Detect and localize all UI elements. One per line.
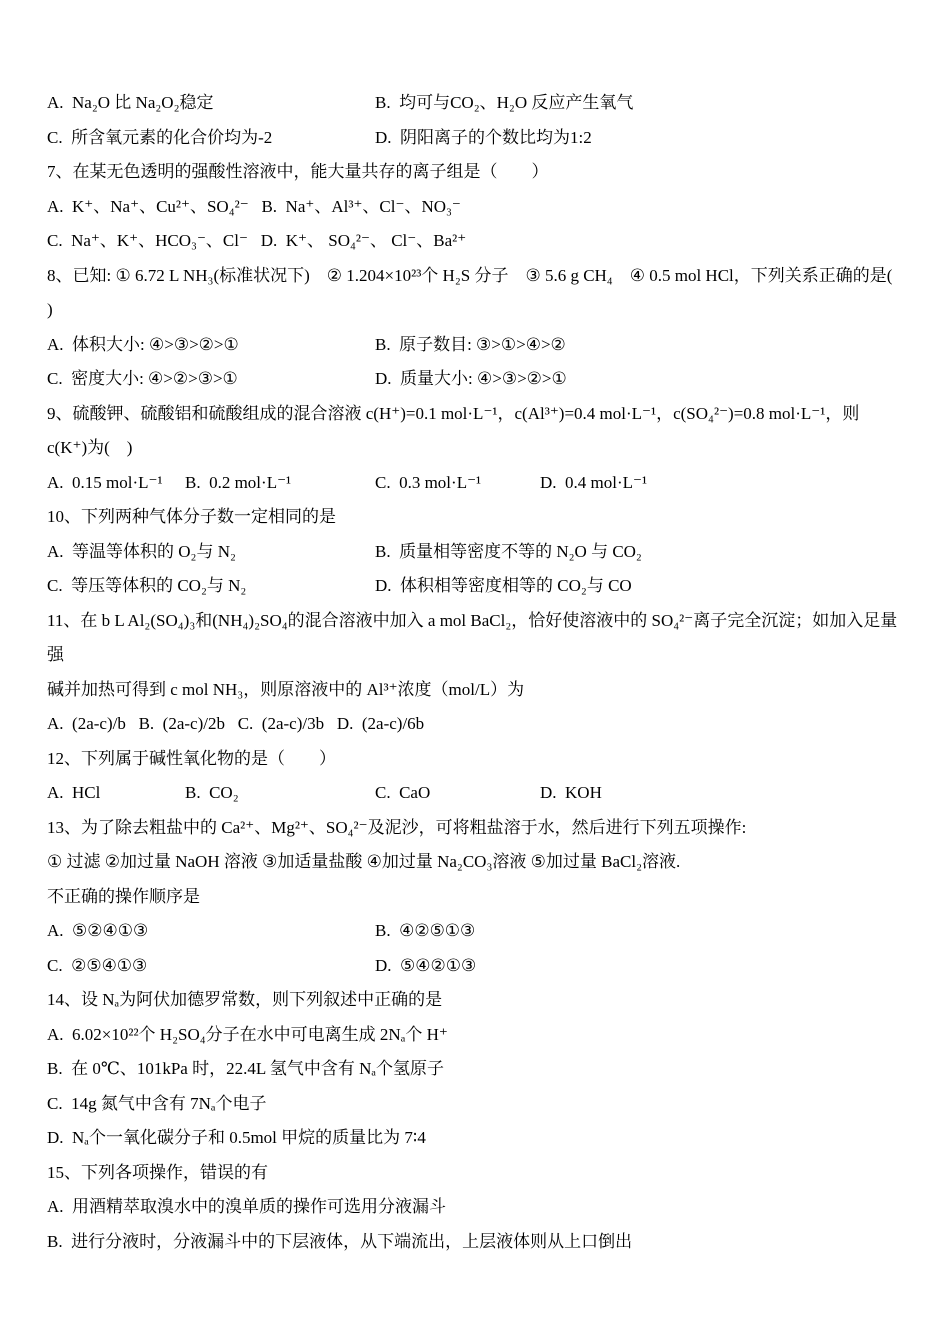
text-row xyxy=(47,1190,903,1225)
option-text: B. 质量相等密度不等的 N₂O 与 CO₂ xyxy=(375,541,642,561)
option-text: D. 质量大小: ④>③>②>① xyxy=(375,369,567,388)
text-row xyxy=(47,845,903,880)
line-text: C. 14g 氮气中含有 7Nₐ个电子 xyxy=(47,1093,267,1113)
line-text: ) xyxy=(47,300,53,319)
line-text: D. Nₐ个一氧化碳分子和 0.5mol 甲烷的质量比为 7∶4 xyxy=(47,1128,426,1147)
text-row xyxy=(47,1225,903,1260)
options-row xyxy=(47,328,903,363)
text-row xyxy=(47,293,903,328)
option-text: C. 密度大小: ④>②>③>① xyxy=(47,369,238,388)
line-text: A. 6.02×10²²个 H₂SO₄分子在水中可电离生成 2Nₐ个 H⁺ xyxy=(47,1024,448,1044)
option-text: C. CaO xyxy=(375,783,431,802)
text-row xyxy=(47,500,903,535)
option-text: D. 体积相等密度相等的 CO₂与 CO xyxy=(375,576,632,595)
options-row xyxy=(47,121,903,156)
line-text: 7、在某无色透明的强酸性溶液中，能大量共存的离子组是（ ） xyxy=(47,162,549,181)
text-row xyxy=(47,1121,903,1156)
option-text: D. KOH xyxy=(540,783,602,802)
line-text: 不正确的操作顺序是 xyxy=(47,886,200,906)
option-text: B. 0.2 mol·L⁻¹ xyxy=(185,472,292,492)
option-text: A. 体积大小: ④>③>②>① xyxy=(47,334,239,354)
option-text: C. ②⑤④①③ xyxy=(47,955,148,975)
option-text: A. Na₂O 比 Na₂O₂稳定 xyxy=(47,93,214,112)
text-row xyxy=(47,397,903,432)
option-text: D. 0.4 mol·L⁻¹ xyxy=(540,472,648,492)
options-row xyxy=(47,949,903,984)
line-text: C. Na⁺、K⁺、HCO₃⁻、Cl⁻ D. K⁺、 SO₄²⁻、 Cl⁻、Ba²⁺ xyxy=(47,231,467,250)
line-text: 10、下列两种气体分子数一定相同的是 xyxy=(47,507,336,526)
options-row xyxy=(47,535,903,570)
option-text: B. ④②⑤①③ xyxy=(375,921,476,940)
text-row xyxy=(47,1052,903,1087)
option-text: B. 均可与CO₂、H₂O 反应产生氧气 xyxy=(375,93,634,112)
option-text: A. ⑤②④①③ xyxy=(47,921,149,940)
question-list xyxy=(47,86,903,1259)
option-text: A. 等温等体积的 O₂与 N₂ xyxy=(47,541,236,561)
text-row xyxy=(47,1087,903,1122)
option-text: A. HCl xyxy=(47,783,101,802)
options-row xyxy=(47,776,903,811)
line-text: A. 用酒精萃取溴水中的溴单质的操作可选用分液漏斗 xyxy=(47,1197,447,1216)
text-row xyxy=(47,880,903,915)
options-row xyxy=(47,86,903,121)
options-row xyxy=(47,362,903,397)
line-text: 8、已知: ① 6.72 L NH₃(标准状况下) ② 1.204×10²³个 H₂S 分子 ③ 5.6 g CH₄ ④ 0.5 mol HCl，下列关系正确的是( xyxy=(47,265,893,285)
options-row xyxy=(47,914,903,949)
line-text: ① 过滤 ②加过量 NaOH 溶液 ③加适量盐酸 ④加过量 Na₂CO₃溶液 ⑤加过量 BaCl₂溶液. xyxy=(47,852,681,871)
options-row xyxy=(47,569,903,604)
line-text: B. 进行分液时，分液漏斗中的下层液体，从下端流出，上层液体则从上口倒出 xyxy=(47,1231,633,1251)
line-text: 9、硫酸钾、硫酸铝和硫酸组成的混合溶液 c(H⁺)=0.1 mol·L⁻¹，c(Al³⁺)=0.4 mol·L⁻¹，c(SO₄²⁻)=0.8 mol·L⁻¹，则 xyxy=(47,403,860,423)
text-row xyxy=(47,811,903,846)
option-text: D. 阴阳离子的个数比均为1:2 xyxy=(375,127,592,147)
line-text: 11、在 b L Al₂(SO₄)₃和(NH₄)₂SO₄的混合溶液中加入 a mol BaCl₂，恰好使溶液中的 SO₄²⁻离子完全沉淀；如加入足量强 xyxy=(47,610,898,664)
line-text: 14、设 Nₐ为阿伏加德罗常数，则下列叙述中正确的是 xyxy=(47,990,443,1009)
text-row xyxy=(47,604,903,673)
line-text: 12、下列属于碱性氧化物的是（ ） xyxy=(47,748,336,768)
text-row xyxy=(47,707,903,742)
line-text: 13、为了除去粗盐中的 Ca²⁺、Mg²⁺、SO₄²⁻及泥沙，可将粗盐溶于水，然后进行下列五项操作: xyxy=(47,817,747,837)
option-text: B. CO₂ xyxy=(185,783,239,802)
line-text: c(K⁺)为( ) xyxy=(47,438,133,457)
text-row xyxy=(47,155,903,190)
text-row xyxy=(47,1018,903,1053)
text-row xyxy=(47,983,903,1018)
option-text: C. 所含氧元素的化合价均为-2 xyxy=(47,127,273,147)
text-row xyxy=(47,224,903,259)
line-text: 15、下列各项操作，错误的有 xyxy=(47,1162,268,1182)
line-text: A. (2a-c)/b B. (2a-c)/2b C. (2a-c)/3b D. (2a-c)/6b xyxy=(47,714,425,733)
line-text: B. 在 0℃、101kPa 时，22.4L 氢气中含有 Nₐ个氢原子 xyxy=(47,1059,445,1078)
text-row xyxy=(47,431,903,466)
text-row xyxy=(47,259,903,294)
option-text: C. 0.3 mol·L⁻¹ xyxy=(375,472,482,492)
text-row xyxy=(47,1156,903,1191)
option-text: B. 原子数目: ③>①>④>② xyxy=(375,334,566,354)
line-text: 碱并加热可得到 c mol NH₃，则原溶液中的 Al³⁺浓度（mol/L）为 xyxy=(47,679,525,699)
line-text: A. K⁺、Na⁺、Cu²⁺、SO₄²⁻ B. Na⁺、Al³⁺、Cl⁻、NO₃⁻ xyxy=(47,196,461,216)
text-row xyxy=(47,673,903,708)
text-row xyxy=(47,190,903,225)
text-row xyxy=(47,742,903,777)
option-text: A. 0.15 mol·L⁻¹ xyxy=(47,472,163,492)
options-row xyxy=(47,466,903,501)
option-text: C. 等压等体积的 CO₂与 N₂ xyxy=(47,576,247,595)
option-text: D. ⑤④②①③ xyxy=(375,955,477,975)
